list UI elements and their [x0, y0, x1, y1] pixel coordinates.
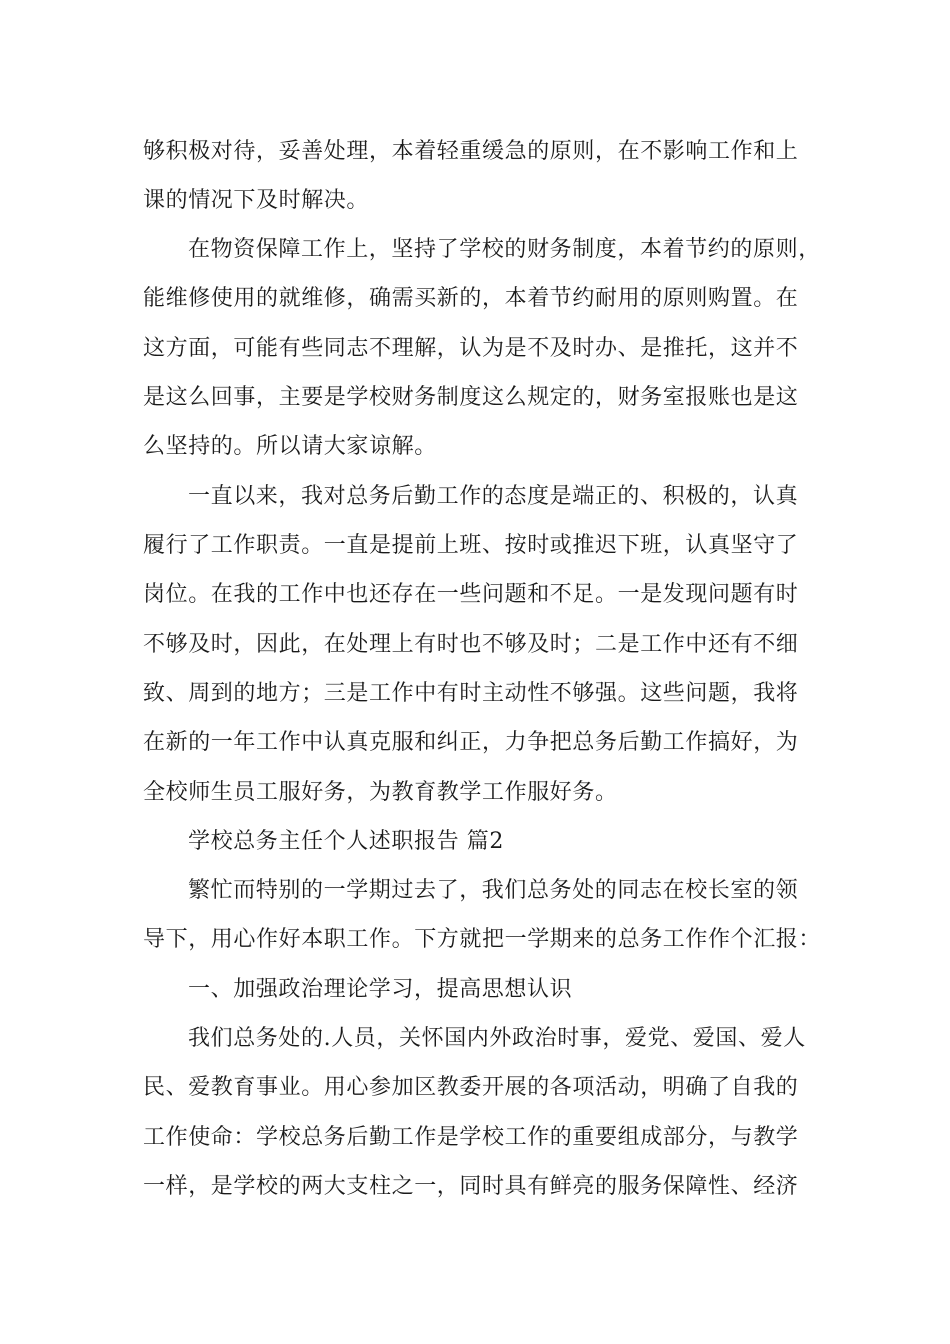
text-line: 么坚持的。所以请大家谅解。 — [143, 434, 437, 459]
text-line: 致、周到的地方；三是工作中有时主动性不够强。这些问题，我将 — [143, 681, 799, 706]
text-line: 民、爱教育事业。用心参加区教委开展的各项活动，明确了自我的 — [143, 1075, 799, 1100]
text-line: 不够及时，因此，在处理上有时也不够及时；二是工作中还有不细 — [143, 632, 799, 657]
subsection-heading: 一、加强政治理论学习，提高思想认识 — [188, 977, 573, 1002]
text-line: 履行了工作职责。一直是提前上班、按时或推迟下班，认真坚守了 — [143, 533, 799, 558]
paragraph-start-line: 一直以来，我对总务后勤工作的态度是端正的、积极的，认真 — [188, 484, 799, 509]
text-line: 课的情况下及时解决。 — [143, 188, 370, 213]
section-heading: 学校总务主任个人述职报告 篇2 — [188, 829, 504, 854]
text-line: 全校师生员工服好务，为教育教学工作服好务。 — [143, 780, 618, 805]
text-line: 在新的一年工作中认真克服和纠正，力争把总务后勤工作搞好，为 — [143, 730, 799, 755]
text-line: 能维修使用的就维修，确需买新的，本着节约耐用的原则购置。在 — [143, 286, 799, 311]
paragraph-start-line: 繁忙而特别的一学期过去了，我们总务处的同志在校长室的领 — [188, 878, 799, 903]
paragraph-start-line: 我们总务处的.人员，关怀国内外政治时事，爱党、爱国、爱人 — [188, 1026, 806, 1051]
text-line: 一样，是学校的两大支柱之一，同时具有鲜亮的服务保障性、经济 — [143, 1174, 799, 1199]
text-line: 岗位。在我的工作中也还存在一些问题和不足。一是发现问题有时 — [143, 582, 799, 607]
text-line: 工作使命：学校总务后勤工作是学校工作的重要组成部分，与教学 — [143, 1125, 799, 1150]
text-line: 这方面，可能有些同志不理解，认为是不及时办、是推托，这并不 — [143, 336, 799, 361]
text-line: 导下，用心作好本职工作。下方就把一学期来的总务工作作个汇报： — [143, 927, 822, 952]
text-line: 是这么回事，主要是学校财务制度这么规定的，财务室报账也是这 — [143, 385, 799, 410]
paragraph-start-line: 在物资保障工作上，坚持了学校的财务制度，本着节约的原则， — [188, 237, 821, 262]
text-line: 够积极对待，妥善处理，本着轻重缓急的原则，在不影响工作和上 — [143, 139, 799, 164]
